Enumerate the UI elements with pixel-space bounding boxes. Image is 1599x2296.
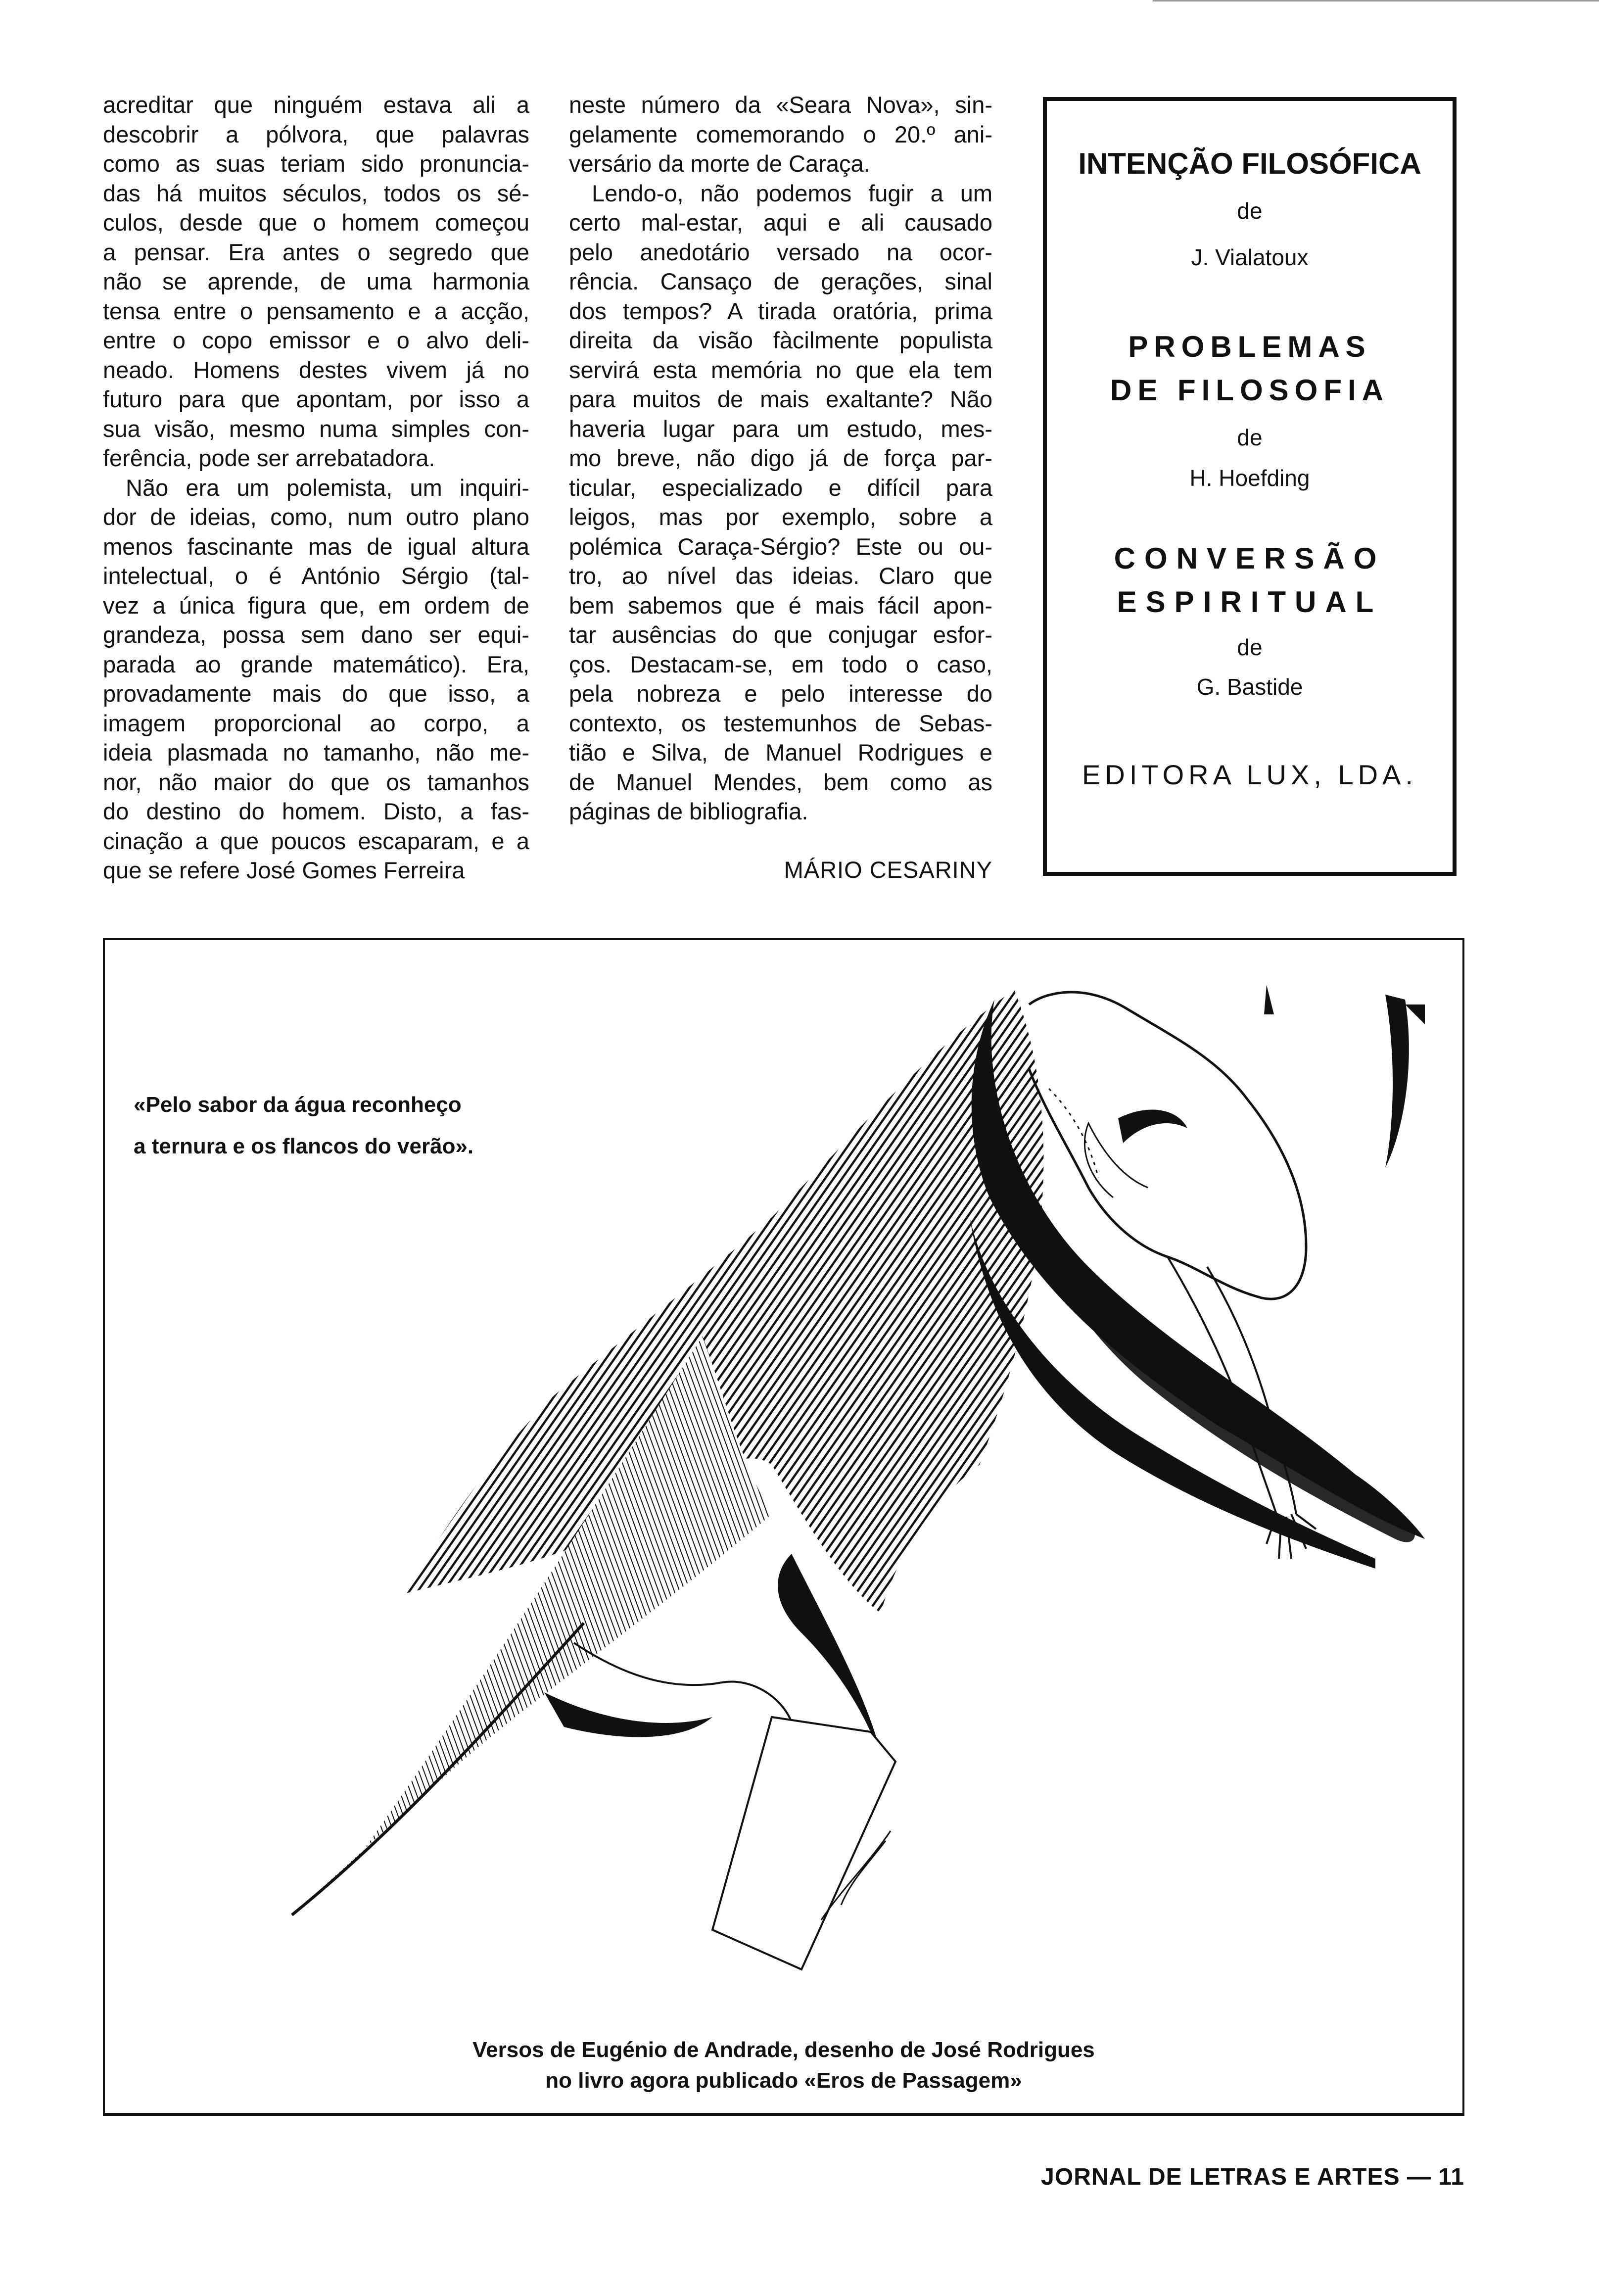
ribbon-swash [544,1692,712,1737]
text-line: sua visão, mesmo numa simples con- [103,415,529,442]
text-line: dor de ideias, como, num outro plano [103,504,529,530]
text-line: futuro para que apontam, por isso a [103,386,529,412]
text-line: cinação a que poucos escaparam, e a [103,827,529,854]
text-line: dos tempos? A tirada oratória, prima [569,297,992,324]
text-line: tar ausências do que conjugar esfor- [569,622,992,648]
text-line: ferência, pode ser arrebatadora. [103,445,435,471]
text-line: como as suas teriam sido pronuncia- [103,150,529,177]
book3-by: de [1237,634,1263,660]
text-line: das há muitos séculos, todos os sé- [103,180,529,206]
text-line: mo breve, não digo já de força par- [569,445,992,471]
text-line: ticular, especializado e difícil para [569,474,992,501]
text-line: ideia plasmada no tamanho, não me- [103,739,529,765]
text-line: imagem proporcional ao corpo, a [103,710,529,736]
book3-author: G. Bastide [1196,674,1303,700]
figure-dark-arc [1118,1110,1187,1143]
text-line: bem sabemos que é mais fácil apon- [569,592,992,619]
book2-author: H. Hoefding [1189,465,1310,491]
text-line: polémica Caraça-Sérgio? Este ou ou- [569,533,992,560]
poem-quote-line2: a ternura e os flancos do verão». [134,1134,474,1158]
text-line: Não era um polemista, um inquiri- [126,474,529,501]
text-line: culos, desde que o homem começou [103,209,529,236]
text-line: que se refere José Gomes Ferreira [103,857,465,883]
text-line: menos fascinante mas de igual altura [103,533,529,560]
figure-right-black-2 [1405,1004,1425,1024]
caption-line2: no livro agora publicado «Eros de Passagem» [545,2068,1022,2093]
text-line: não se aprende, de uma harmonia [103,268,529,294]
text-line: pelo anedotário versado na ocor- [569,239,992,265]
article-signature: MÁRIO CESARINY [784,857,992,883]
text-line: tião e Silva, de Manuel Rodrigues e [569,739,992,765]
text-line: intelectual, o é António Sérgio (tal- [103,563,529,589]
paper-sheet [712,1717,895,1969]
text-line: de Manuel Mendes, bem como as [569,768,992,795]
text-line: rência. Cansaço de gerações, sinal [569,268,992,294]
figure-dotted [1049,1089,1098,1178]
small-mark [1264,985,1274,1014]
book2-title-line2: DE FILOSOFIA [1110,374,1389,407]
text-line: neste número da «Seara Nova», sin- [569,92,992,118]
book3-title-line1: CONVERSÃO [1114,542,1386,575]
text-line: leigos, mas por exemplo, sobre a [569,504,992,530]
text-line: direita da visão fàcilmente populista [569,327,992,353]
text-line: do destino do homem. Disto, a fas- [103,798,529,824]
text-line: grandeza, possa sem dano ser equi- [103,622,529,648]
publisher-name: EDITORA LUX, LDA. [1082,759,1417,790]
text-line: certo mal-estar, aqui e ali causado [569,209,992,236]
text-line: descobrir a pólvora, que palavras [103,121,529,147]
book1-author: J. Vialatoux [1191,244,1309,270]
text-line: provadamente mais do que isso, a [103,680,529,707]
text-line: Lendo-o, não podemos fugir a um [592,180,992,206]
text-line: páginas de bibliografia. [569,798,808,824]
text-line: para muitos de mais exaltante? Não [569,386,992,412]
text-line: tro, ao nível das ideias. Claro que [569,563,992,589]
figure-hair [1084,1123,1148,1197]
text-line: ços. Destacam-se, em todo o caso, [569,651,992,677]
text-line: pela nobreza e pelo interesse do [569,680,992,707]
book2-by: de [1237,425,1263,450]
text-line: haveria lugar para um estudo, mes- [569,415,992,442]
text-line: vez a única figura que, em ordem de [103,592,529,619]
book3-title-line2: ESPIRITUAL [1117,585,1383,619]
caption-line1: Versos de Eugénio de Andrade, desenho de José Rodrigues [472,2038,1095,2062]
white-ribbon-outline [574,1643,792,1722]
text-line: acreditar que ninguém estava ali a [103,92,529,118]
text-line: versário da morte de Caraça. [569,150,870,177]
text-line: entre o copo emissor e o alvo deli- [103,327,529,353]
text-line: tensa entre o pensamento e a acção, [103,297,529,324]
poem-quote-line1: «Pelo sabor da água reconheço [134,1093,462,1117]
text-line: gelamente comemorando o 20.º ani- [569,121,992,147]
text-line: servirá esta memória no que ela tem [569,356,992,383]
figure-right-black [1385,995,1409,1168]
book1-title: INTENÇÃO FILOSÓFICA [1078,147,1421,180]
text-line: parada ao grande matemático). Era, [103,651,529,677]
book2-title-line1: PROBLEMAS [1128,330,1371,363]
text-line: contexto, os testemunhos de Sebas- [569,710,992,736]
book1-by: de [1237,198,1263,224]
text-line: neado. Homens destes vivem já no [103,356,529,383]
text-line: nor, não maior do que os tamanhos [103,768,529,795]
page-footer: JORNAL DE LETRAS E ARTES — 11 [1041,2164,1464,2190]
text-line: a pensar. Era antes o segredo que [103,239,529,265]
